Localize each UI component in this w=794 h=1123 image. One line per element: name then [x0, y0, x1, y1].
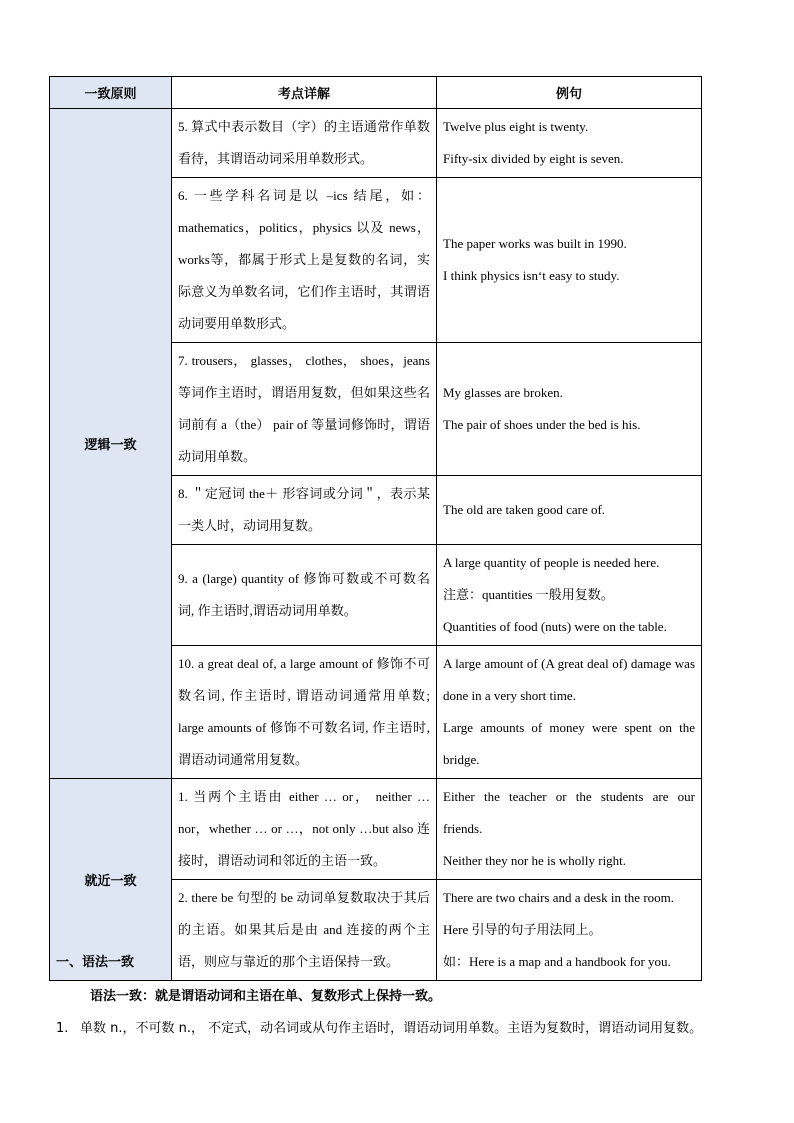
detail-cell: 7. trousers， glasses， clothes， shoes，jeans 等词作主语时，谓语用复数，但如果这些名词前有 a（the） pair of 等量词修饰时，谓语动词用单数。	[172, 343, 437, 476]
principle-cell-logical: 逻辑一致	[50, 109, 172, 779]
detail-cell: 5. 算式中表示数目（字）的主语通常作单数看待，其谓语动词采用单数形式。	[172, 109, 437, 178]
example-cell	[437, 779, 702, 880]
example-sentence: There are two chairs and a desk in the room.	[443, 890, 675, 905]
example-sentence: Twelve plus eight is twenty.	[443, 119, 589, 134]
section-intro: 语法一致：就是谓语动词和主语在单、复数形式上保持一致。	[90, 989, 442, 1004]
example-sentence: Either the teacher or the students are our friends.	[443, 789, 695, 836]
example-cell	[437, 178, 702, 343]
detail-cell: 8. ＂定冠词 the＋ 形容词或分词＂，表示某一类人时，动词用复数。	[172, 476, 437, 545]
example-sentence: My glasses are broken.	[443, 385, 563, 400]
example-cell	[437, 545, 702, 646]
table-row	[50, 779, 702, 880]
rule-text: 单数 n.，不可数 n.， 不定式，动名词或从句作主语时，谓语动词用单数。主语为复数时，谓语动词用复数。	[80, 1021, 703, 1036]
example-cell	[437, 476, 702, 545]
section-heading: 一、语法一致	[56, 955, 135, 970]
header-principle: 一致原则	[50, 77, 172, 109]
table-header-row	[50, 77, 702, 109]
principle-cell-proximity: 就近一致	[50, 779, 172, 981]
example-note: Here 引导的句子用法同上。	[443, 922, 602, 937]
example-sentence: The paper works was built in 1990.	[443, 236, 627, 251]
example-sentence: A large amount of (A great deal of) damage was done in a very short time.	[443, 656, 695, 703]
grammar-consistency-table	[49, 76, 702, 981]
example-sentence: Fifty-six divided by eight is seven.	[443, 151, 624, 166]
example-sentence: The old are taken good care of.	[443, 502, 606, 517]
detail-cell: 1. 当两个主语由 either … or， neither … nor，whether … or …，not only …but also 连接时，谓语动词和邻近的主语一致。	[172, 779, 437, 880]
example-sentence: I think physics isn‘t easy to study.	[443, 268, 620, 283]
detail-cell: 6. 一些学科名词是以 –ics 结尾，如：mathematics，politics，physics 以及 news，works等，都属于形式上是复数的名词，实际意义为单数名词，它们作主语时，其谓语动词要用单数形式。	[172, 178, 437, 343]
example-sentence: A large quantity of people is needed here.	[443, 555, 660, 570]
example-note: 注意：quantities 一般用复数。	[443, 587, 614, 602]
header-example: 例句	[437, 77, 702, 109]
example-sentence: Neither they nor he is wholly right.	[443, 853, 627, 868]
example-cell	[437, 109, 702, 178]
rule-number: 1.	[56, 1021, 69, 1036]
example-sentence: Large amounts of money were spent on the bridge.	[443, 720, 695, 767]
example-sentence: The pair of shoes under the bed is his.	[443, 417, 641, 432]
header-detail: 考点详解	[172, 77, 437, 109]
detail-cell: 2. there be 句型的 be 动词单复数取决于其后的主语。如果其后是由 and 连接的两个主语，则应与靠近的那个主语保持一致。	[172, 880, 437, 981]
detail-cell: 9. a (large) quantity of 修饰可数或不可数名词, 作主语时,谓语动词用单数。	[172, 545, 437, 646]
example-cell	[437, 343, 702, 476]
table-row	[50, 109, 702, 178]
example-cell	[437, 880, 702, 981]
example-cell	[437, 646, 702, 779]
detail-cell: 10. a great deal of, a large amount of 修饰不可数名词, 作主语时, 谓语动词通常用单数; large amounts of 修饰不可数名词, 作主语时, 谓语动词通常用复数。	[172, 646, 437, 779]
example-sentence: 如：Here is a map and a handbook for you.	[443, 954, 671, 969]
example-sentence: Quantities of food (nuts) were on the table.	[443, 619, 667, 634]
rule-item	[56, 1017, 702, 1036]
